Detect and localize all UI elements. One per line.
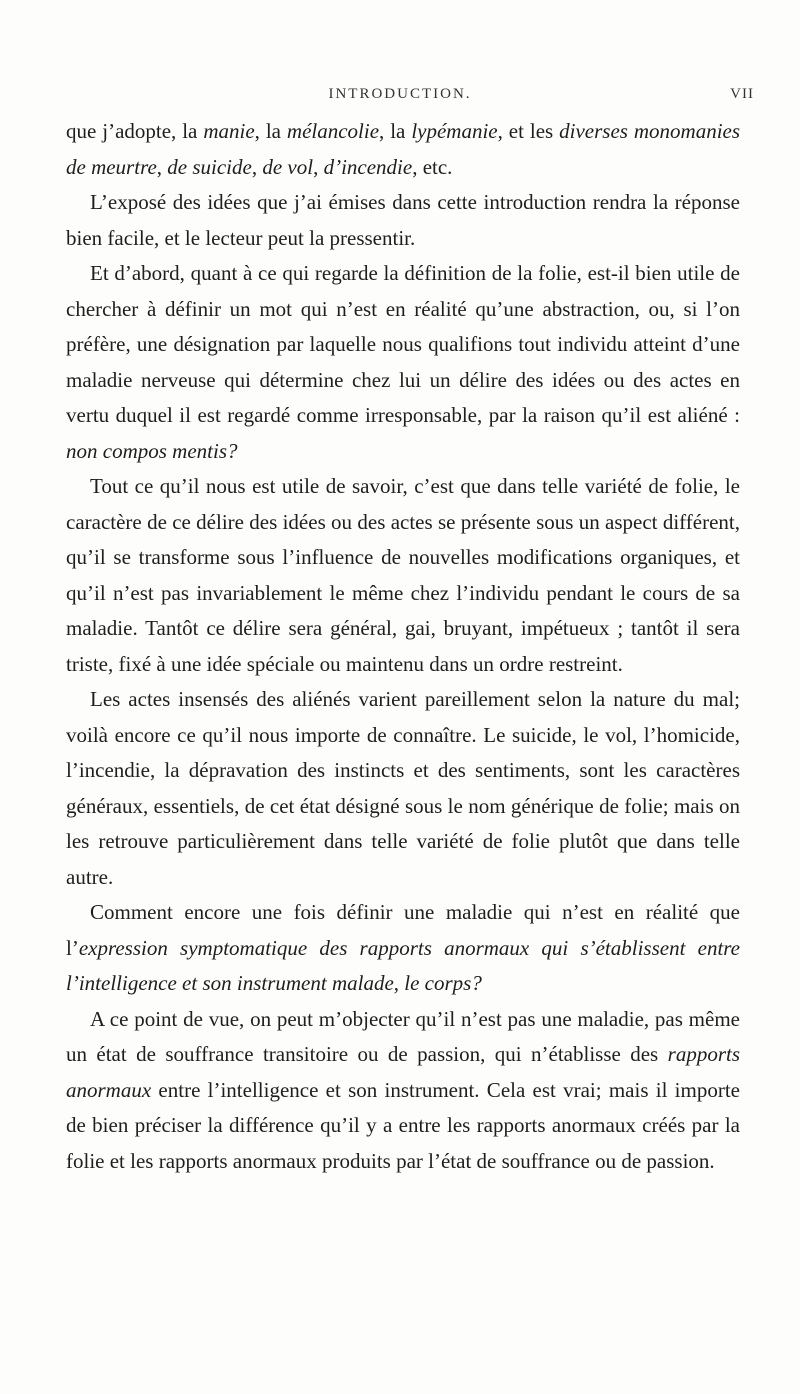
page-number: VII [730,86,754,102]
text-segment: , la [379,119,412,143]
paragraph [66,114,740,185]
italic-segment: manie [203,119,255,143]
body-text [66,114,740,1179]
paragraph [66,185,740,256]
italic-segment: rapports anormaux [66,1042,740,1102]
text-segment: Comment encore une fois définir une maladie qui n’est en réalité que l’ [66,900,740,960]
italic-segment: le corps? [404,971,482,995]
running-title: INTRODUCTION. [328,86,472,102]
text-segment: , [156,154,168,179]
italic-segment: expression symptomatique des rapports anormaux qui s’établissent entre l’intelligence et son instrument malade [66,935,740,995]
text-segment: , etc. [412,154,453,179]
italic-segment: de suicide [167,154,252,179]
text-segment: , [251,154,263,179]
text-segment: entre l’intelligence et son instrument. Cela est vrai; mais il importe de bien préciser la différence qu’il y a entre les rapports anormaux créés par la folie et les rapports anormaux produits par l’état de souffrance ou de passion. [66,1077,740,1173]
paragraph [66,1002,740,1180]
italic-segment: non compos mentis? [66,438,238,463]
italic-segment: diverses monomanies de meurtre [66,119,741,179]
paragraph [66,469,740,682]
text-segment: L’exposé des idées que j’ai émises dans cette introduction rendra la réponse bien facile, et le lecteur peut la pressentir. [66,190,740,250]
paragraph [66,682,740,895]
text-segment: A ce point de vue, on peut m’objecter qu’il n’est pas une maladie, pas même un état de souffrance transitoire ou de passion, qui n’établisse des [66,1006,740,1066]
text-segment: , [313,154,324,179]
text-segment: , [393,971,405,995]
text-segment: , la [254,119,287,143]
italic-segment: lypémanie [411,119,498,143]
text-segment: Et d’abord, quant à ce qui regarde la définition de la folie, est-il bien utile de chercher à définir un mot qui n’est en réalité qu’une abstraction, ou, si l’on préfère, une désignation par laquelle nous qualifions tout individu atteint d’une maladie nerveuse qui détermine chez lui un délire des idées ou des actes en vertu duquel il est regardé comme irresponsable, par la raison qu’il est aliéné : [66,261,740,427]
text-segment: Les actes insensés des aliénés varient pareillement selon la nature du mal; voilà encore ce qu’il nous importe de connaître. Le suicide, le vol, l’homicide, l’incendie, la dépravation des instincts et des sentiments, sont les caractères généraux, essentiels, de cet état désigné sous le nom générique de folie; mais on les retrouve particulièrement dans telle variété de folie plutôt que dans telle autre. [66,687,740,889]
text-segment: , et les [497,119,560,143]
text-segment: Tout ce qu’il nous est utile de savoir, c’est que dans telle variété de folie, le caractère de ce délire des idées ou des actes se présente sous un aspect différent, qu’il se transforme sous l’influence de nouvelles modifications organiques, et qu’il n’est pas invariablement le même chez l’individu pendant le cours de sa maladie. Tantôt ce délire sera général, gai, bruyant, impétueux ; tantôt il sera triste, fixé à une idée spéciale ou maintenu dans un ordre restreint. [66,474,740,676]
text-segment: que j’adopte, la [66,119,204,143]
paragraph [66,256,740,469]
paragraph [66,895,740,1002]
italic-segment: de vol [262,154,314,179]
italic-segment: d’incendie [323,154,413,179]
italic-segment: mélancolie [286,119,380,143]
running-head [0,86,800,106]
